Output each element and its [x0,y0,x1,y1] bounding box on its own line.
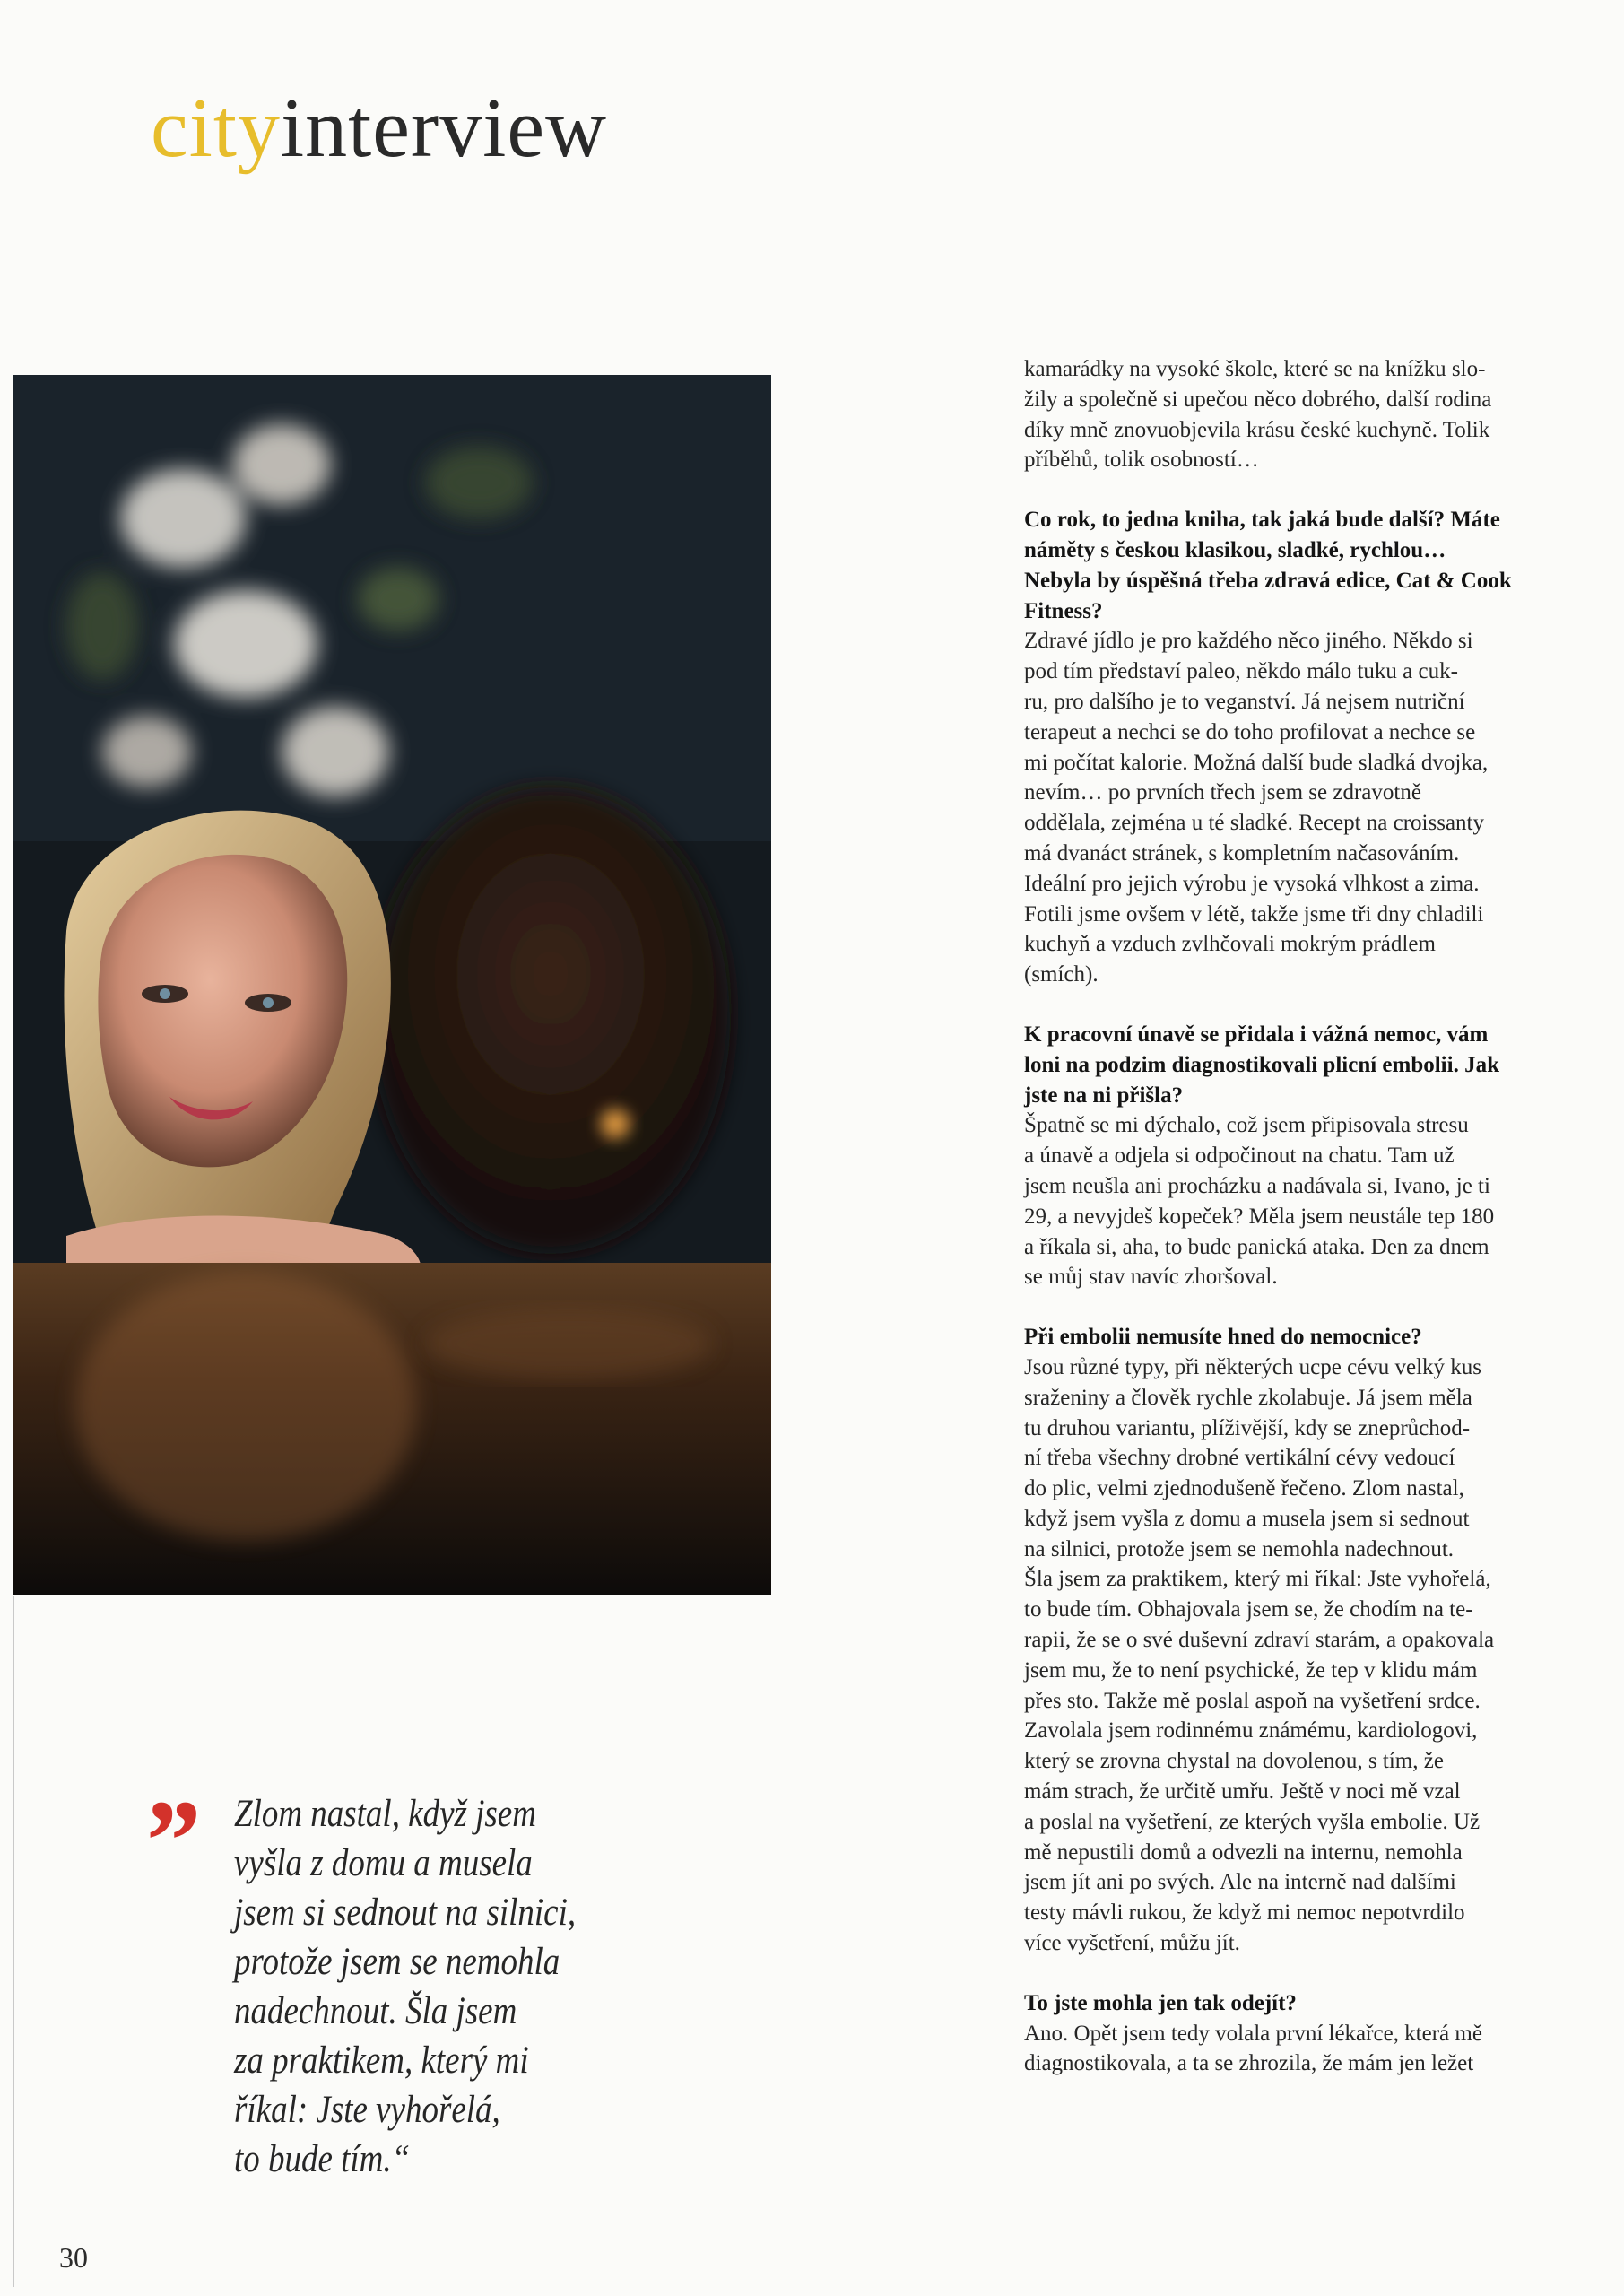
text-line: to bude tím. Obhajovala jsem se, že chodím na te- [1024,1597,1473,1622]
text-line: Ideální pro jejich výrobu je vysoká vlhkost a zima. [1024,871,1480,896]
text-line: se můj stav navíc zhoršoval. [1024,1265,1278,1290]
section-header [151,82,607,175]
text-line: a říkala si, aha, to bude panická ataka. Den za dnem [1024,1234,1489,1259]
text-line: mi počítat kalorie. Možná další bude sladká dvojka, [1024,750,1489,775]
page-number: 30 [59,2241,88,2274]
text-line: jste na ni přišla? [1024,1083,1184,1108]
text-line: Co rok, to jedna kniha, tak jaká bude další? Máte [1024,508,1500,533]
text-line: do plic, velmi zjednodušeně řečeno. Zlom nastal, [1024,1476,1464,1501]
text-line: když jsem vyšla z domu a musela jsem si sednout [1024,1506,1470,1531]
text-line: tu druhou variantu, plíživější, kdy se zneprůchod- [1024,1415,1471,1440]
text-line: mě nepustili domů a odvezli na internu, nemohla [1024,1839,1463,1865]
text-line: ru, pro dalšího je to veganství. Já nejsem nutriční [1024,689,1465,714]
qa-section [1024,1988,1562,2079]
text-line: mám strach, že určitě umřu. Ještě v noci mě vzal [1024,1779,1461,1805]
pull-quote-line: protože jsem se nemohla [234,1941,560,1983]
pull-quote-line: to bude tím.“ [234,2138,411,2180]
text-line: více vyšetření, můžu jít. [1024,1931,1240,1956]
text-line: (smích). [1024,962,1099,987]
text-line: Zavolala jsem rodinnému známému, kardiologovi, [1024,1718,1478,1744]
text-line: žily a společně si upečou něco dobrého, další rodina [1024,387,1492,412]
text-line: a únavě a odjela si odpočinout na chatu. Tam už [1024,1144,1455,1169]
text-line: ní třeba všechny drobné vertikální cévy vedoucí [1024,1446,1455,1471]
text-line: nevím… po prvních třech jsem se zdravotně [1024,780,1421,805]
text-line: Šla jsem za praktikem, který mi říkal: Jste vyhořelá, [1024,1567,1491,1592]
answer-text [1024,1110,1562,1292]
answer-text [1024,1352,1562,1959]
pull-quote-line: vyšla z domu a musela [234,1842,533,1884]
section-name: interview [280,82,607,175]
qa-section [1024,1322,1562,1959]
article-intro [1024,354,1562,475]
text-line: příběhů, tolik osobností… [1024,448,1259,473]
pull-quote-line: nadechnout. Šla jsem [234,1990,517,2032]
pull-quote-line: jsem si sednout na silnici, [234,1892,577,1934]
answer-text [1024,354,1562,475]
question-text [1024,505,1562,626]
text-line: na silnici, protože jsem se nemohla nadechnout. [1024,1536,1455,1561]
section-prefix: city [151,82,281,175]
text-line: jsem jít ani po svých. Ale na interně nad dalšími [1024,1870,1456,1895]
text-line: přes sto. Takže mě poslal aspoň na vyšetření srdce. [1024,1688,1481,1713]
text-line: Fitness? [1024,598,1103,623]
text-line: pod tím představí paleo, někdo málo tuku a cuk- [1024,659,1458,684]
answer-text [1024,2019,1562,2080]
text-line: a poslal na vyšetření, ze kterých vyšla embolie. Už [1024,1809,1481,1834]
text-line: To jste mohla jen tak odejít? [1024,1990,1297,2015]
text-line: který se zrovna chystal na dovolenou, s tím, že [1024,1749,1444,1774]
qa-section [1024,1020,1562,1292]
pull-quote-line: za praktikem, který mi [234,2039,529,2082]
text-line: náměty s českou klasikou, sladké, rychlou… [1024,537,1446,562]
answer-text [1024,626,1562,990]
text-line: loni na podzim diagnostikovali plicní embolii. Jak [1024,1052,1499,1077]
pull-quote [234,1789,700,2184]
text-line: má dvanáct stránek, s kompletním načasováním. [1024,840,1460,865]
question-text [1024,1322,1562,1352]
text-line: Špatně se mi dýchalo, což jsem připisovala stresu [1024,1113,1469,1138]
qa-section [1024,505,1562,990]
portrait-photo [13,375,771,1595]
text-line: díky mně znovuobjevila krásu české kuchyně. Tolik [1024,417,1490,442]
text-line: testy mávli rukou, že když mi nemoc nepotvrdilo [1024,1900,1465,1926]
question-text [1024,1988,1562,2019]
text-line: diagnostikovala, a ta se zhrozila, že mám jen ležet [1024,2051,1474,2076]
text-line: Zdravé jídlo je pro každého něco jiného. Někdo si [1024,629,1473,654]
pull-quote-line: Zlom nastal, když jsem [234,1793,536,1835]
left-margin-rule [13,1596,14,2287]
article-column [1024,354,1562,2109]
text-line: kamarádky na vysoké škole, které se na knížku slo- [1024,357,1486,381]
text-line: Fotili jsme ovšem v létě, takže jsme tři dny chladili [1024,901,1484,926]
pull-quote-line: říkal: Jste vyhořelá, [234,2089,500,2131]
text-line: jsem mu, že to není psychické, že tep v klidu mám [1024,1657,1478,1683]
text-line: kuchyň a vzduch zvlhčovali mokrým prádlem [1024,932,1436,957]
text-line: terapeut a nechci se do toho profilovat a nechce se [1024,719,1476,744]
text-line: 29, a nevyjdeš kopeček? Měla jsem neustále tep 180 [1024,1204,1495,1229]
text-line: K pracovní únavě se přidala i vážná nemoc, vám [1024,1022,1489,1047]
question-text [1024,1020,1562,1110]
text-line: sraženiny a člověk rychle zkolabuje. Já jsem měla [1024,1385,1472,1410]
text-line: rapii, že se o své duševní zdraví starám, a opakovala [1024,1628,1495,1653]
quote-mark-icon: ” [140,1777,191,1906]
text-line: Při embolii nemusíte hned do nemocnice? [1024,1325,1422,1350]
text-line: Ano. Opět jsem tedy volala první lékařce, která mě [1024,2021,1482,2046]
text-line: Jsou různé typy, při některých ucpe cévu velký kus [1024,1354,1482,1379]
text-line: jsem neušla ani procházku a nadávala si, Ivano, je ti [1024,1173,1490,1198]
text-line: Nebyla by úspěšná třeba zdravá edice, Cat & Cook [1024,568,1512,593]
text-line: oddělala, zejména u té sladké. Recept na croissanty [1024,811,1484,836]
